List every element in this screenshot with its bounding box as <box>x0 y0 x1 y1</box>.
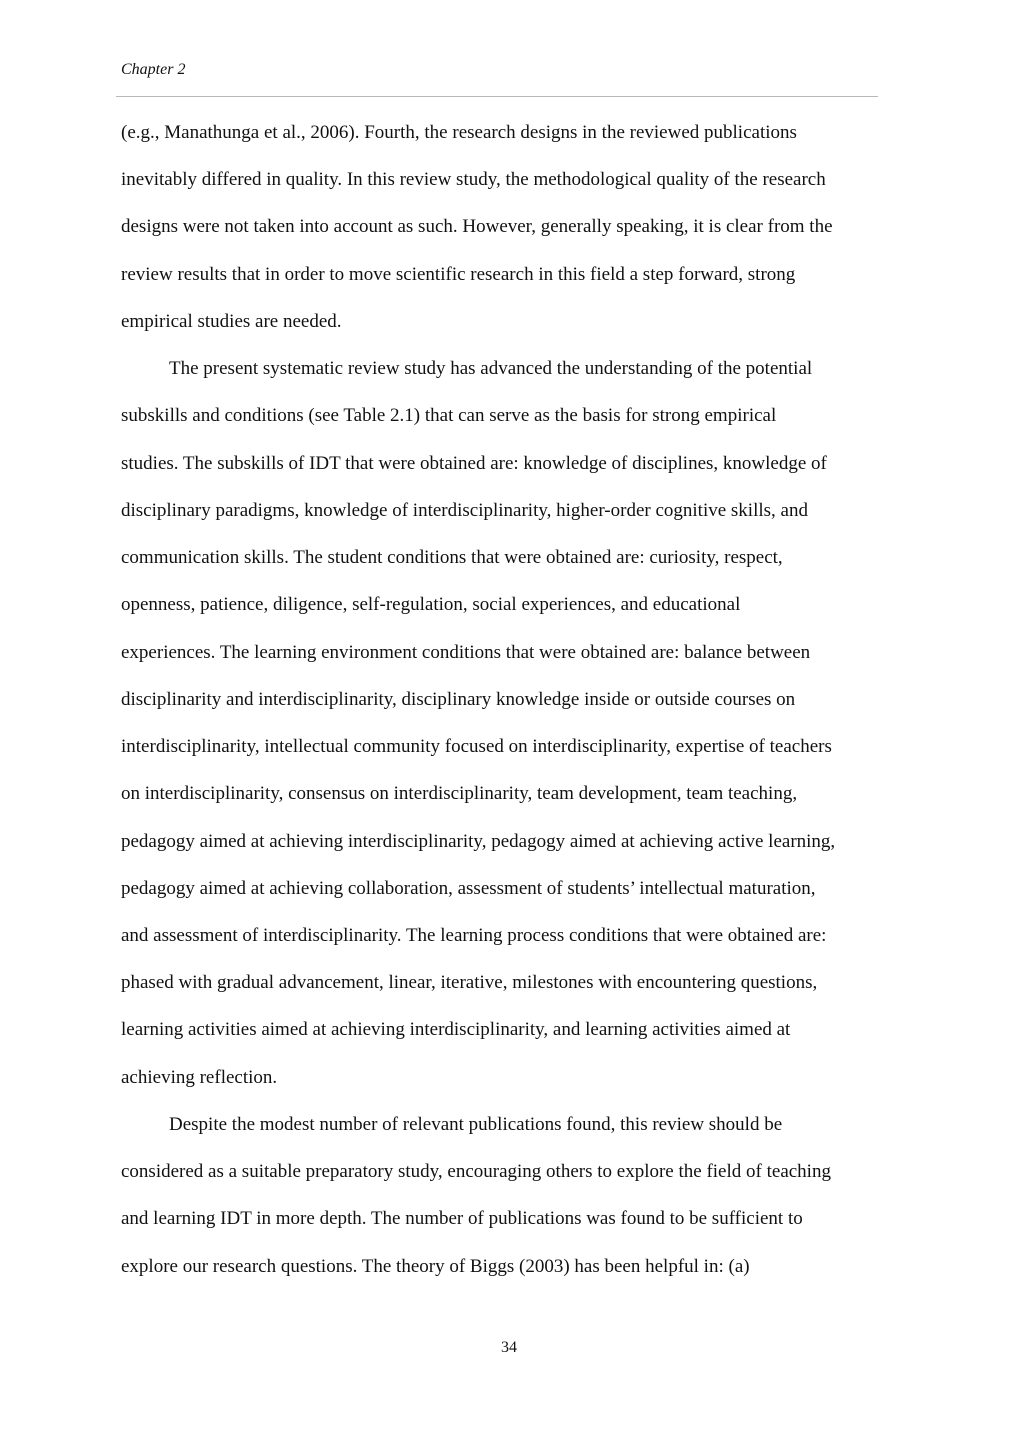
text-line: pedagogy aimed at achieving collaboration, assessment of students’ intellectual maturation, <box>121 878 816 899</box>
text-line: inevitably differed in quality. In this review study, the methodological quality of the research <box>121 169 826 190</box>
text-line: pedagogy aimed at achieving interdisciplinarity, pedagogy aimed at achieving active learning, <box>121 831 836 852</box>
text-line: designs were not taken into account as such. However, generally speaking, it is clear from the <box>121 216 833 237</box>
paragraph-first-line: Despite the modest number of relevant publications found, this review should be <box>169 1114 783 1135</box>
text-line: subskills and conditions (see Table 2.1) that can serve as the basis for strong empirical <box>121 405 777 426</box>
text-line: considered as a suitable preparatory study, encouraging others to explore the field of teaching <box>121 1161 831 1182</box>
page-number: 34 <box>501 1339 517 1356</box>
paragraph-first-line: The present systematic review study has advanced the understanding of the potential <box>169 358 813 379</box>
text-line: interdisciplinarity, intellectual community focused on interdisciplinarity, expertise of teachers <box>121 736 832 757</box>
text-line: on interdisciplinarity, consensus on interdisciplinarity, team development, team teaching, <box>121 783 798 804</box>
text-line: studies. The subskills of IDT that were obtained are: knowledge of disciplines, knowledge of <box>121 453 827 474</box>
text-line: and learning IDT in more depth. The number of publications was found to be sufficient to <box>121 1208 803 1229</box>
text-line: communication skills. The student conditions that were obtained are: curiosity, respect, <box>121 547 783 568</box>
text-line: review results that in order to move scientific research in this field a step forward, strong <box>121 264 796 285</box>
text-line: empirical studies are needed. <box>121 311 342 332</box>
text-line: learning activities aimed at achieving interdisciplinarity, and learning activities aimed at <box>121 1019 791 1040</box>
header-divider <box>116 96 878 97</box>
text-line: disciplinarity and interdisciplinarity, disciplinary knowledge inside or outside courses on <box>121 689 796 710</box>
text-line: and assessment of interdisciplinarity. The learning process conditions that were obtained are: <box>121 925 827 946</box>
text-line: (e.g., Manathunga et al., 2006). Fourth, the research designs in the reviewed publications <box>121 122 797 143</box>
text-line: achieving reflection. <box>121 1067 278 1088</box>
running-header: Chapter 2 <box>121 61 186 78</box>
text-line: openness, patience, diligence, self-regulation, social experiences, and educational <box>121 594 741 615</box>
text-line: phased with gradual advancement, linear, iterative, milestones with encountering questions, <box>121 972 818 993</box>
text-line: explore our research questions. The theory of Biggs (2003) has been helpful in: (a) <box>121 1256 750 1277</box>
text-line: disciplinary paradigms, knowledge of interdisciplinarity, higher-order cognitive skills, and <box>121 500 808 521</box>
text-line: experiences. The learning environment conditions that were obtained are: balance between <box>121 642 811 663</box>
